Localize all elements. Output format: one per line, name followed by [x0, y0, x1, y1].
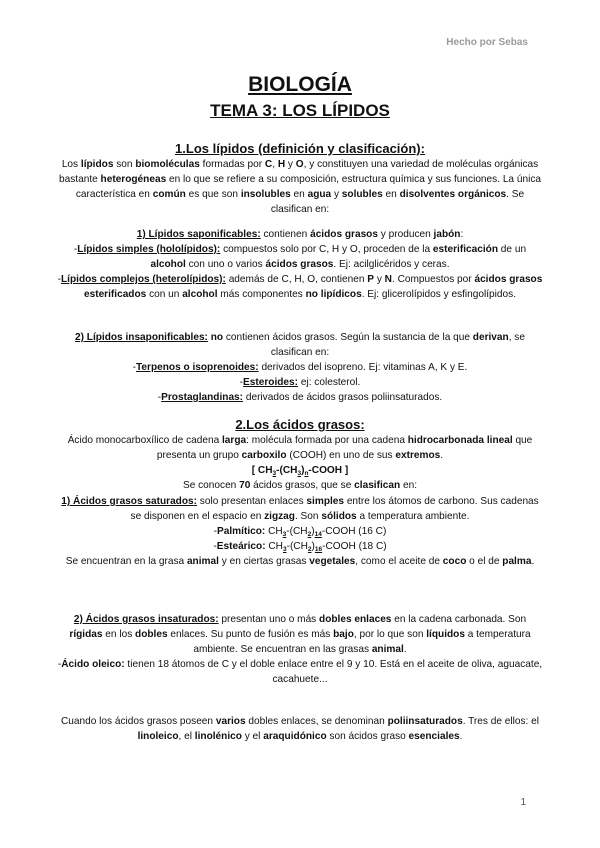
- paragraph: 2) Lípidos insaponificables: no contienen ácidos grasos. Según la sustancia de la que derivan, se clasifican en:: [75, 332, 525, 358]
- paragraph: -Palmítico: $CH_3-(CH_2)_{14}$-COOH (16 C): [213, 526, 387, 538]
- section-1: [56, 140, 544, 217]
- paragraph: -Lípidos complejos (heterolípidos): además de C, H, O, contienen P y N. Compuestos por ácidos grasos esterificados con un alcohol más componentes no lipídicos. Ej: glicerolípidos y esfingolípidos.: [57, 274, 543, 300]
- topic-title: TEMA 3: LOS LÍPIDOS: [210, 101, 390, 120]
- paragraph: Los lípidos son biomoléculas formadas por C, H y O, y constituyen una variedad de moléculas orgánicas bastante heterogéneas en lo que se refiere a su composición, estructura química y sus funciones. La única característica en común es que son insolubles en agua y solubles en disolventes orgánicos. Se clasifican en:: [59, 159, 541, 215]
- polyunsaturated-note: [56, 714, 544, 744]
- paragraph: -Prostaglandinas: derivados de ácidos grasos poliinsaturados.: [157, 392, 443, 403]
- saturated-fatty-acids: [56, 494, 544, 569]
- paragraph: -Lípidos simples (hololípidos): compuestos solo por C, H y O, proceden de la esterificación de un alcohol con uno o varios ácidos grasos. Ej: acilglicéridos y ceras.: [73, 244, 527, 270]
- paragraph: Se conocen 70 ácidos grasos, que se clasifican en:: [182, 480, 418, 491]
- paragraph: Ácido monocarboxílico de cadena larga: molécula formada por una cadena hidrocarbonada lineal que presenta un grupo carboxilo (COOH) en uno de sus extremos.: [67, 435, 533, 461]
- paragraph: [ $CH_3-(CH_3)_n$-COOH ]: [251, 465, 349, 477]
- author-note: Hecho por Sebas: [446, 37, 528, 48]
- unsaponifiable-lipids: [56, 330, 544, 405]
- paragraph: -Ácido oleico: tienen 18 átomos de C y el doble enlace entre el 9 y 10. Está en el aceite de oliva, aguacate, cacahuete...: [57, 659, 543, 685]
- section-2-heading: 2.Los ácidos grasos:: [235, 417, 365, 432]
- document-title: BIOLOGÍA: [248, 73, 352, 96]
- paragraph: 1) Ácidos grasos saturados: solo presentan enlaces simples entre los átomos de carbono. Sus cadenas se disponen en el espacio en zigzag. Son sólidos a temperatura ambiente.: [61, 496, 539, 522]
- paragraph: Cuando los ácidos grasos poseen varios dobles enlaces, se denominan poliinsaturados. Tres de ellos: el linoleico, el linolénico y el araquidónico son ácidos graso esenciales.: [60, 716, 540, 742]
- unsaturated-fatty-acids: [56, 612, 544, 687]
- paragraph: -Esteárico: $CH_3-(CH_2)_{16}$-COOH (18 C): [213, 541, 387, 553]
- lipids-definition: [56, 157, 544, 217]
- saponifiable-lipids: [56, 227, 544, 302]
- page-number: 1: [520, 797, 526, 808]
- section-2: [56, 416, 544, 493]
- paragraph: -Esteroides: ej: colesterol.: [239, 377, 361, 388]
- paragraph: -Terpenos o isoprenoides: derivados del isopreno. Ej: vitaminas A, K y E.: [132, 362, 468, 373]
- paragraph: 2) Ácidos grasos insaturados: presentan uno o más dobles enlaces en la cadena carbonada. Son rígidas en los dobles enlaces. Su punto de fusión es más bajo, por lo que son líquidos a temperatura ambiente. Se encuentran en las grasas animal.: [69, 614, 531, 655]
- paragraph: Se encuentran en la grasa animal y en ciertas grasas vegetales, como el aceite de coco o el de palma.: [65, 556, 535, 567]
- fatty-acids-intro: [56, 433, 544, 493]
- paragraph: 1) Lípidos saponificables: contienen ácidos grasos y producen jabón:: [136, 229, 464, 240]
- section-1-heading: 1.Los lípidos (definición y clasificación):: [175, 141, 425, 156]
